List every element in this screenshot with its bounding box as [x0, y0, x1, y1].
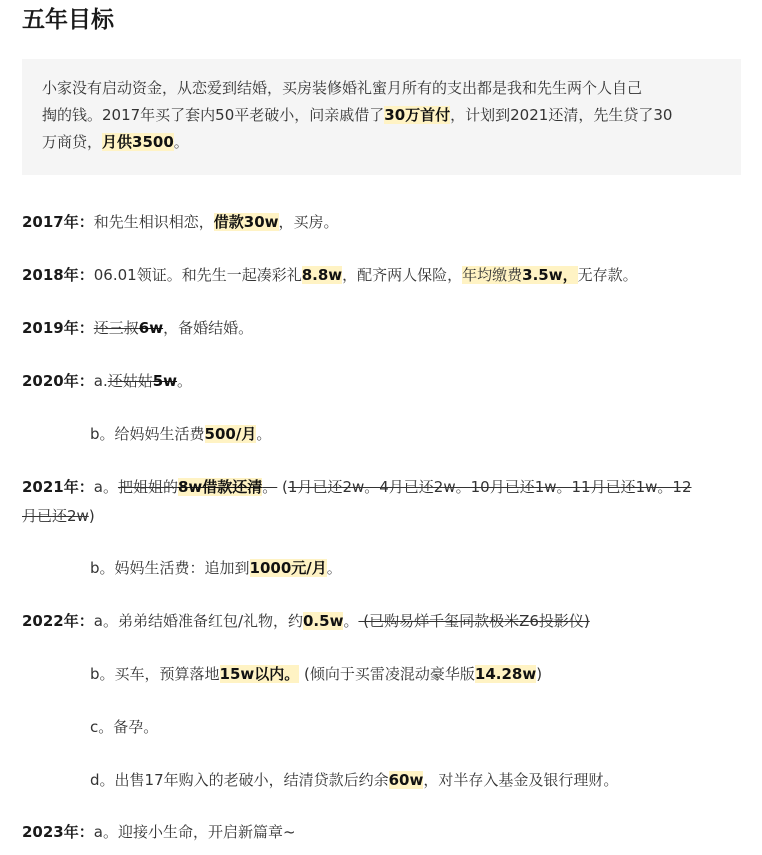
year-label: 2020年：	[22, 372, 94, 390]
completed-text: 1月已还2w。4月已还2w。10月已还1w。11月已还1w。12	[287, 478, 692, 496]
goal-2022-d	[90, 767, 618, 793]
goal-amount: 3.5w，	[522, 266, 578, 284]
goal-amount: 14.28w	[474, 665, 537, 683]
year-label: 2018年：	[22, 266, 94, 284]
goal-text: 无存款。	[577, 266, 638, 284]
goal-2019	[22, 315, 253, 341]
goal-text: ，对半存入基金及银行理财。	[423, 771, 619, 789]
goal-text: b。妈妈生活费：追加到	[90, 559, 250, 577]
item-label: a。	[93, 478, 118, 496]
intro-text: 。	[173, 133, 189, 151]
goal-text: 。	[343, 612, 359, 630]
goal-text: d。出售17年购入的老破小，结清贷款后约余	[90, 771, 389, 789]
intro-text: ，计划到2021还清，先生贷了30	[450, 106, 673, 124]
year-label: 2022年：	[22, 612, 94, 630]
goal-2022-a	[22, 608, 590, 634]
goal-amount: 借款30w	[213, 213, 279, 231]
goal-2018	[22, 262, 638, 288]
goal-text: 。	[256, 425, 272, 443]
goal-2021-a-continued	[22, 503, 95, 529]
goal-2020-b	[90, 421, 271, 447]
goal-2017	[22, 209, 339, 235]
goal-2020-a	[22, 368, 192, 394]
goal-text: c。备孕。	[90, 718, 159, 736]
completed-text: (已购易烊千玺同款极米Z6投影仪)	[358, 612, 590, 630]
goal-text: a。迎接小生命，开启新篇章~	[93, 823, 296, 841]
intro-highlight-monthly-payment: 月供3500	[102, 133, 174, 151]
completed-amount: 6w	[138, 319, 164, 337]
year-label: 2019年：	[22, 319, 94, 337]
intro-text: 小家没有启动资金，从恋爱到结婚，买房装修婚礼蜜月所有的支出都是我和先生两个人自己	[42, 79, 643, 97]
goal-highlight: 年均缴费	[462, 266, 523, 284]
page-title: 五年目标	[22, 7, 114, 33]
goal-text: )	[88, 507, 95, 525]
year-label: 2017年：	[22, 213, 94, 231]
goal-text: a。弟弟结婚准备红包/礼物，约	[93, 612, 303, 630]
goal-text: 。	[326, 559, 342, 577]
goal-2022-b	[90, 661, 542, 687]
intro-text: 万商贷，	[42, 133, 103, 151]
goal-text: )	[536, 665, 543, 683]
goal-text: b。给妈妈生活费	[90, 425, 205, 443]
goal-text: 06.01领证。和先生一起凑彩礼	[93, 266, 302, 284]
goal-amount: 15w以内。	[219, 665, 300, 683]
goal-amount: 60w	[388, 771, 424, 789]
goal-2023	[22, 819, 296, 845]
goal-2021-a	[22, 474, 692, 500]
completed-amount: 5w	[152, 372, 178, 390]
completed-amount: 8w借款还清	[177, 478, 263, 496]
completed-text: 把姐姐的	[117, 478, 178, 496]
year-label: 2021年：	[22, 478, 94, 496]
completed-text: 还三叔	[93, 319, 139, 337]
goal-text: b。买车，预算落地	[90, 665, 220, 683]
year-label: 2023年：	[22, 823, 94, 841]
completed-text: 。	[262, 478, 278, 496]
goal-amount: 500/月	[204, 425, 257, 443]
intro-highlight-down-payment: 30万首付	[384, 106, 451, 124]
goal-amount: 8.8w	[301, 266, 343, 284]
goal-text: ，买房。	[278, 213, 339, 231]
goal-text: (倾向于买雷凌混动豪华版	[299, 665, 475, 683]
goal-2021-b	[90, 555, 342, 581]
completed-text: 还姑姑	[107, 372, 153, 390]
goal-text: ，备婚结婚。	[163, 319, 254, 337]
goal-text: (	[277, 478, 288, 496]
intro-text: 掏的钱。2017年买了套内50平老破小，问亲戚借了	[42, 106, 385, 124]
goal-amount: 1000元/月	[249, 559, 327, 577]
goal-2022-c	[90, 714, 158, 740]
goal-text: 和先生相识相恋，	[93, 213, 214, 231]
goal-amount: 0.5w	[303, 612, 344, 630]
goal-text: 。	[177, 372, 193, 390]
completed-text: 月已还2w	[22, 507, 89, 525]
goal-text: ，配齐两人保险，	[342, 266, 463, 284]
intro-blockquote	[22, 59, 741, 175]
item-label: a.	[93, 372, 108, 390]
